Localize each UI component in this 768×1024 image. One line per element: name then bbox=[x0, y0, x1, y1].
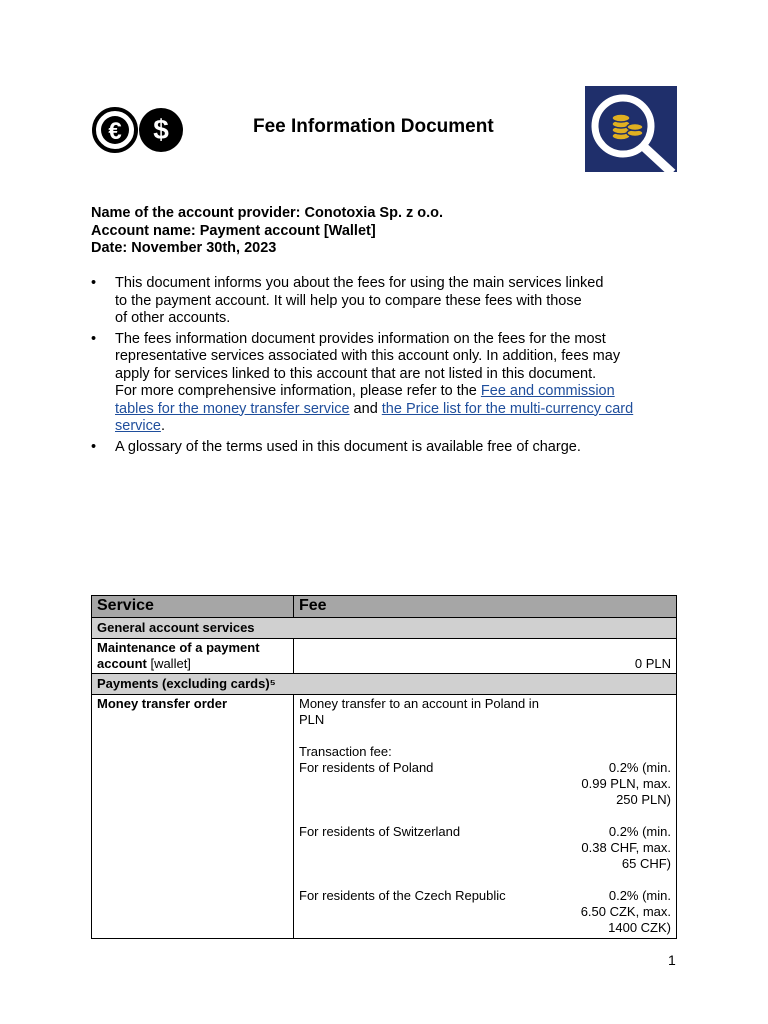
fee-item-label: For residents of Switzerland bbox=[299, 824, 461, 839]
document-meta bbox=[91, 205, 443, 258]
bullet-item bbox=[91, 439, 681, 457]
fee-value-line: 0.2% (min. bbox=[608, 824, 671, 839]
fee-description: PLN bbox=[299, 712, 325, 727]
fee-value-line: 6.50 CZK, max. bbox=[580, 904, 671, 919]
service-cell bbox=[92, 639, 294, 674]
service-name: account bbox=[97, 656, 147, 671]
bullet-marker: • bbox=[91, 275, 97, 291]
bullet-marker: • bbox=[91, 330, 97, 347]
bullet-text: of other accounts. bbox=[115, 310, 231, 326]
fee-item-czech-republic bbox=[299, 888, 671, 936]
bullet-text-prefix: For more comprehensive information, please refer to the bbox=[115, 383, 481, 399]
section-general-account-services: General account services bbox=[92, 618, 677, 639]
fees-table bbox=[91, 595, 677, 939]
svg-text:$: $ bbox=[153, 114, 169, 145]
fee-value-line: 0.2% (min. bbox=[608, 760, 671, 775]
fee-value-line: 0.2% (min. bbox=[608, 888, 671, 903]
fee-item-label: For residents of Poland bbox=[299, 760, 434, 775]
service-name: Maintenance of a payment bbox=[97, 640, 260, 655]
fee-value-line: 1400 CZK) bbox=[608, 920, 671, 935]
fee-value-line: 0.99 PLN, max. bbox=[581, 776, 671, 791]
bullet-item bbox=[91, 331, 681, 436]
column-header-fee: Fee bbox=[294, 596, 677, 618]
svg-text:€: € bbox=[108, 118, 122, 145]
document-title: Fee Information Document bbox=[253, 116, 494, 137]
fee-commission-tables-link-cont[interactable]: tables for the money transfer service bbox=[115, 400, 350, 417]
fee-value-line: 65 CHF) bbox=[621, 856, 671, 871]
document-date: Date: November 30th, 2023 bbox=[91, 240, 277, 256]
conotoxia-euro-dollar-logo bbox=[91, 106, 184, 154]
service-name: Money transfer order bbox=[97, 696, 228, 711]
fee-value-line: 250 PLN) bbox=[616, 792, 671, 807]
price-list-card-link-cont[interactable]: service bbox=[115, 418, 161, 434]
fee-item-label: For residents of the Czech Republic bbox=[299, 888, 506, 903]
fee-item-value bbox=[561, 760, 671, 808]
bullet-text bbox=[115, 401, 681, 419]
table-section-row bbox=[92, 674, 677, 695]
bullet-text: to the payment account. It will help you to compare these fees with those bbox=[115, 292, 582, 309]
fee-value-line: 0.38 CHF, max. bbox=[581, 840, 671, 855]
page-number: 1 bbox=[668, 952, 676, 968]
fee-commission-tables-link[interactable]: Fee and commission bbox=[480, 383, 615, 399]
fee-search-icon bbox=[585, 86, 677, 172]
bullet-text-and: and bbox=[349, 400, 382, 417]
column-header-service: Service bbox=[92, 596, 294, 618]
section-payments: Payments (excluding cards)⁵ bbox=[92, 674, 677, 695]
table-row bbox=[92, 639, 677, 674]
bullet-text bbox=[115, 418, 681, 436]
fee-item-switzerland bbox=[299, 824, 671, 872]
fee-cell bbox=[294, 639, 677, 674]
service-cell bbox=[92, 695, 294, 939]
fee-value: 0 PLN bbox=[634, 656, 671, 671]
bullet-text: This document informs you about the fees for using the main services linked bbox=[115, 275, 604, 291]
table-row bbox=[92, 695, 677, 939]
price-list-card-link[interactable]: the Price list for the multi-currency card bbox=[381, 400, 634, 417]
account-provider: Name of the account provider: Conotoxia Sp. z o.o. bbox=[91, 205, 444, 221]
bullet-text: representative services associated with this account only. In addition, fees may bbox=[115, 348, 621, 364]
bullet-item bbox=[91, 275, 681, 328]
bullet-text: apply for services linked to this account that are not listed in this document. bbox=[115, 365, 597, 382]
service-qualifier: [wallet] bbox=[146, 656, 191, 671]
fee-cell bbox=[294, 695, 677, 939]
table-header-row bbox=[92, 596, 677, 618]
account-name: Account name: Payment account [Wallet] bbox=[91, 222, 376, 239]
transaction-fee-label: Transaction fee: bbox=[299, 744, 392, 759]
table-section-row bbox=[92, 618, 677, 639]
bullet-text: The fees information document provides information on the fees for the most bbox=[115, 330, 606, 347]
fee-item-value bbox=[561, 824, 671, 872]
intro-bullets bbox=[91, 275, 681, 459]
fee-item-poland bbox=[299, 760, 671, 808]
fee-item-value bbox=[561, 888, 671, 936]
bullet-text-end: . bbox=[160, 418, 165, 434]
bullet-text bbox=[115, 383, 681, 401]
fee-description: Money transfer to an account in Poland in bbox=[299, 696, 539, 711]
bullet-marker: • bbox=[91, 438, 97, 455]
bullet-text: A glossary of the terms used in this document is available free of charge. bbox=[115, 438, 581, 455]
